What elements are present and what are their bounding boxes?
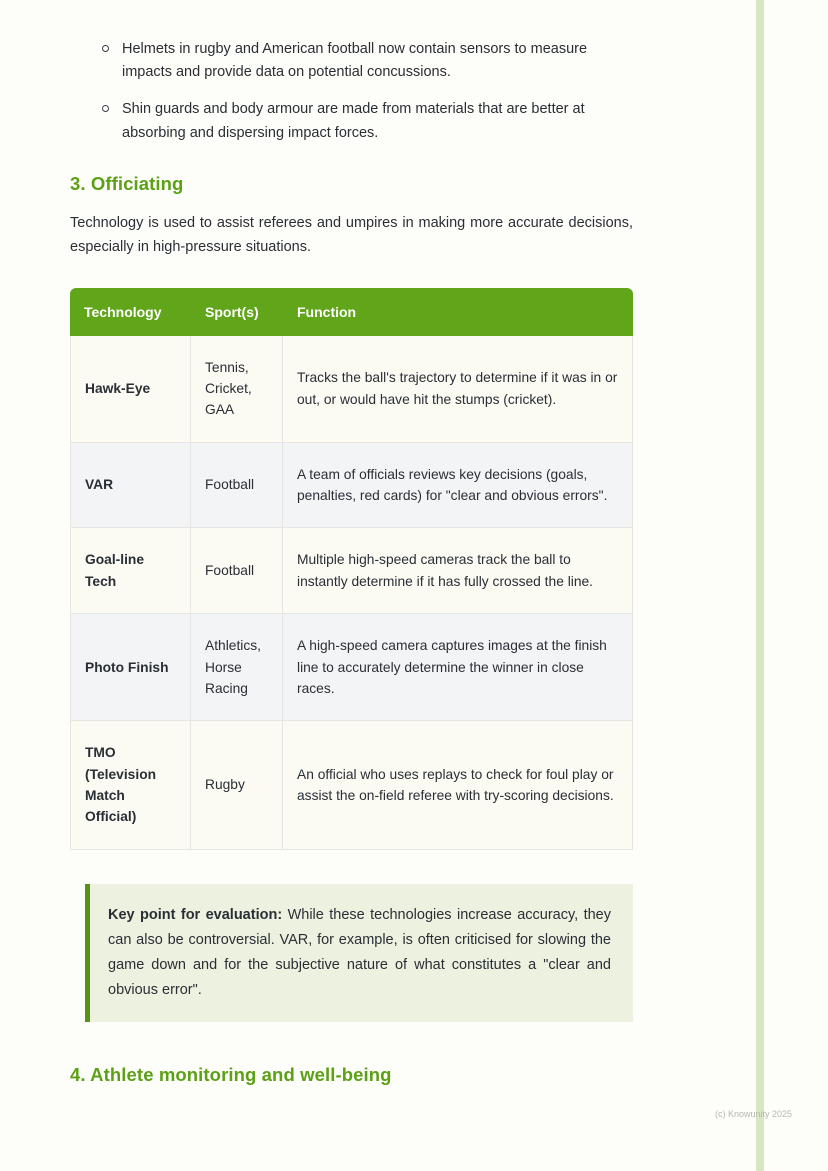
cell-sports: Tennis, Cricket, GAA (191, 336, 283, 443)
table-row (70, 721, 633, 850)
watermark-text: (c) Knowunity 2025 (714, 1109, 792, 1119)
key-point-callout (85, 884, 633, 1022)
cell-sports: Football (191, 443, 283, 529)
bullet-text: Shin guards and body armour are made from materials that are better at absorbing and dispersing impact forces. (122, 101, 585, 141)
column-header-technology: Technology (70, 288, 191, 336)
cell-sports: Rugby (191, 721, 283, 850)
cell-technology: Photo Finish (70, 614, 191, 721)
list-item (102, 38, 633, 84)
cell-technology: Hawk-Eye (70, 336, 191, 443)
cell-function: A team of officials reviews key decisions (goals, penalties, red cards) for "clear and obvious errors". (283, 443, 633, 529)
cell-sports: Football (191, 528, 283, 614)
table-row (70, 614, 633, 721)
section-intro: Technology is used to assist referees and umpires in making more accurate decisions, especially in high-pressure situations. (70, 214, 633, 255)
list-item (102, 98, 633, 144)
column-header-function: Function (283, 288, 633, 336)
table-row (70, 336, 633, 443)
section-heading-athlete-monitoring: 4. Athlete monitoring and well-being (70, 1063, 392, 1085)
callout-text: While these technologies increase accuracy, they can also be controversial. VAR, for example, is often criticised for slowing the game down and for the subjective nature of what constitutes a "clear and obvious error". (108, 906, 611, 998)
section-heading-officiating: 3. Officiating (70, 172, 184, 194)
cell-sports: Athletics, Horse Racing (191, 614, 283, 721)
cell-function: A high-speed camera captures images at the finish line to accurately determine the winner in close races. (283, 614, 633, 721)
bullet-list (102, 38, 633, 145)
cell-function: Multiple high-speed cameras track the ball to instantly determine if it has fully crossed the line. (283, 528, 633, 614)
cell-function: An official who uses replays to check for foul play or assist the on-field referee with try-scoring decisions. (283, 721, 633, 850)
cell-technology: Goal-line Tech (70, 528, 191, 614)
table-header (70, 288, 633, 336)
column-header-sports: Sport(s) (191, 288, 283, 336)
cell-technology: VAR (70, 443, 191, 529)
table-row (70, 443, 633, 529)
bullet-circle-icon (102, 105, 109, 112)
table-row (70, 528, 633, 614)
scrollbar-track[interactable] (756, 0, 764, 1171)
cell-technology: TMO (Television Match Official) (70, 721, 191, 850)
bullet-circle-icon (102, 45, 109, 52)
callout-label: Key point for evaluation: (108, 906, 283, 923)
bullet-text: Helmets in rugby and American football now contain sensors to measure impacts and provide data on potential concussions. (122, 41, 588, 81)
officiating-table (70, 288, 633, 850)
cell-function: Tracks the ball's trajectory to determine if it was in or out, or would have hit the stumps (cricket). (283, 336, 633, 443)
